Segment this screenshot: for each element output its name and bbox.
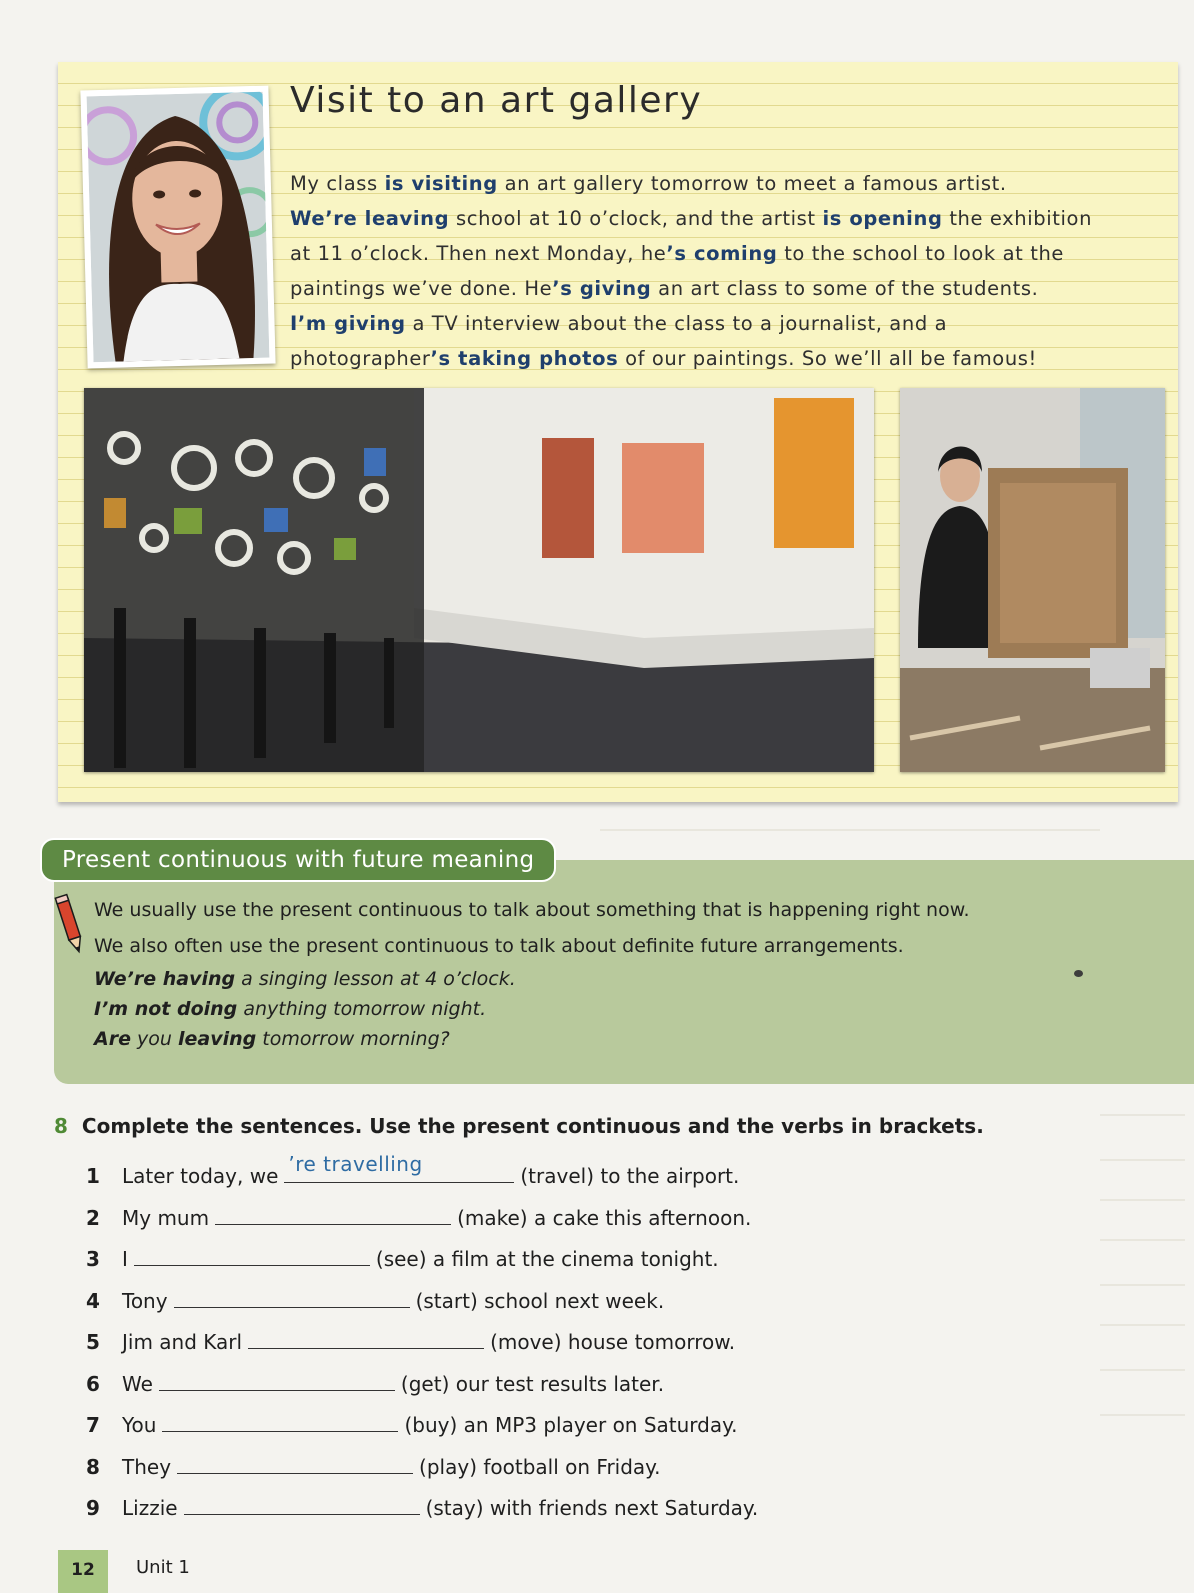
grammar-example xyxy=(94,964,1154,994)
answer-blank[interactable] xyxy=(134,1245,370,1266)
exercise-item xyxy=(86,1241,1086,1283)
exercise-number: 8 xyxy=(54,1114,68,1138)
bold-phrase: ’s giving xyxy=(552,277,652,300)
sentence-start: We xyxy=(122,1371,153,1396)
bold-phrase: is visiting xyxy=(384,172,498,195)
exercise-item xyxy=(86,1152,1086,1200)
answer-blank[interactable] xyxy=(284,1152,514,1183)
answer-blank[interactable] xyxy=(248,1328,484,1349)
sentence-end: (buy) an MP3 player on Saturday. xyxy=(404,1413,738,1437)
grammar-example xyxy=(94,1024,1154,1054)
answer-blank[interactable] xyxy=(174,1287,410,1308)
sentence-start: Tony xyxy=(122,1288,168,1313)
text-segment: at 11 o’clock. Then next Monday, he xyxy=(290,242,667,265)
item-number: 8 xyxy=(86,1454,100,1479)
sentence-start: Later today, we xyxy=(122,1164,279,1188)
girl-portrait-photo xyxy=(80,86,275,369)
exercise-item xyxy=(86,1200,1086,1242)
text-segment: tomorrow morning? xyxy=(256,1028,450,1050)
reading-passage xyxy=(290,166,1093,376)
item-number: 3 xyxy=(86,1247,100,1271)
text-segment: My class xyxy=(290,172,385,195)
bold-phrase: ’s coming xyxy=(666,242,778,265)
answer-blank[interactable] xyxy=(184,1494,420,1515)
bold-phrase: Are xyxy=(94,1028,131,1050)
reading-title: Visit to an art gallery xyxy=(290,80,703,121)
example-answer: ’re travelling xyxy=(288,1152,423,1176)
exercise-item xyxy=(86,1449,1086,1491)
text-segment: you xyxy=(130,1028,178,1050)
exercise-heading xyxy=(54,1114,984,1138)
sentence-start: My mum xyxy=(122,1205,210,1230)
art-gallery-photo xyxy=(84,388,874,772)
exercise-list xyxy=(86,1152,1086,1532)
sentence-end: (get) our test results later. xyxy=(400,1371,665,1396)
text-segment: an art class to some of the students. xyxy=(651,277,1039,300)
reading-line xyxy=(290,166,1090,201)
ink-dot xyxy=(1074,970,1083,977)
text-segment: anything tomorrow night. xyxy=(237,998,487,1020)
grammar-rule: We usually use the present continuous to talk about something that is happening right now. xyxy=(94,899,970,921)
sentence-start: Jim and Karl xyxy=(122,1330,243,1354)
sentence-start: Lizzie xyxy=(122,1496,178,1520)
item-number: 1 xyxy=(86,1164,100,1188)
bold-phrase: We’re having xyxy=(94,968,236,990)
unit-label: Unit 1 xyxy=(136,1557,190,1578)
exercise-instruction: Complete the sentences. Use the present continuous and the verbs in brackets. xyxy=(81,1114,984,1138)
item-number: 2 xyxy=(86,1205,100,1230)
bold-phrase: leaving xyxy=(177,1028,257,1050)
reading-line xyxy=(290,271,1090,306)
bold-phrase: We’re leaving xyxy=(290,207,450,230)
sentence-end: (stay) with friends next Saturday. xyxy=(425,1496,759,1520)
sentence-start: You xyxy=(122,1413,157,1437)
exercise-item xyxy=(86,1324,1086,1366)
text-segment: of our paintings. So we’ll all be famous! xyxy=(618,347,1037,370)
answer-blank[interactable] xyxy=(215,1204,451,1225)
grammar-rule: We also often use the present continuous to talk about definite future arrangements. xyxy=(94,935,904,957)
exercise-item xyxy=(86,1366,1086,1408)
text-segment: the exhibition xyxy=(942,207,1093,230)
exercise-item xyxy=(86,1283,1086,1325)
reading-line xyxy=(290,341,1090,376)
reading-line xyxy=(290,306,1090,341)
page-number: 12 xyxy=(58,1550,108,1593)
text-segment: school at 10 o’clock, and the artist xyxy=(449,207,823,230)
grammar-title: Present continuous with future meaning xyxy=(40,838,556,882)
sentence-start: I xyxy=(122,1247,128,1271)
item-number: 4 xyxy=(86,1288,100,1313)
text-segment: paintings we’ve done. He xyxy=(290,277,553,300)
reading-line xyxy=(290,201,1093,236)
answer-blank[interactable] xyxy=(162,1411,398,1432)
grammar-example xyxy=(94,994,1154,1024)
exercise-item xyxy=(86,1407,1086,1449)
text-segment: a singing lesson at 4 o’clock. xyxy=(235,968,516,990)
sentence-start: They xyxy=(122,1454,172,1479)
text-segment: a TV interview about the class to a journalist, and a xyxy=(405,312,948,335)
text-segment: photographer xyxy=(290,347,431,370)
sentence-end: (see) a film at the cinema tonight. xyxy=(375,1247,719,1271)
bold-phrase: I’m giving xyxy=(290,312,406,335)
sentence-end: (move) house tomorrow. xyxy=(490,1330,736,1354)
grammar-explanation xyxy=(94,892,1154,1054)
bold-phrase: is opening xyxy=(822,207,943,230)
reading-line xyxy=(290,236,1090,271)
item-number: 9 xyxy=(86,1496,100,1520)
young-artist-photo xyxy=(900,388,1165,772)
answer-blank[interactable] xyxy=(159,1370,395,1391)
item-number: 5 xyxy=(86,1330,100,1354)
text-segment: to the school to look at the xyxy=(777,242,1065,265)
answer-blank[interactable] xyxy=(177,1453,413,1474)
item-number: 7 xyxy=(86,1413,100,1437)
text-segment: an art gallery tomorrow to meet a famous artist. xyxy=(497,172,1007,195)
bold-phrase: I’m not doing xyxy=(94,998,238,1020)
pencil-icon xyxy=(53,893,87,955)
item-number: 6 xyxy=(86,1371,100,1396)
sentence-end: (travel) to the airport. xyxy=(520,1164,740,1188)
sentence-end: (play) football on Friday. xyxy=(419,1454,661,1479)
sentence-end: (start) school next week. xyxy=(415,1288,665,1313)
bold-phrase: ’s taking photos xyxy=(430,347,619,370)
exercise-item xyxy=(86,1490,1086,1532)
sentence-end: (make) a cake this afternoon. xyxy=(457,1205,752,1230)
girl-portrait-image xyxy=(87,92,270,363)
